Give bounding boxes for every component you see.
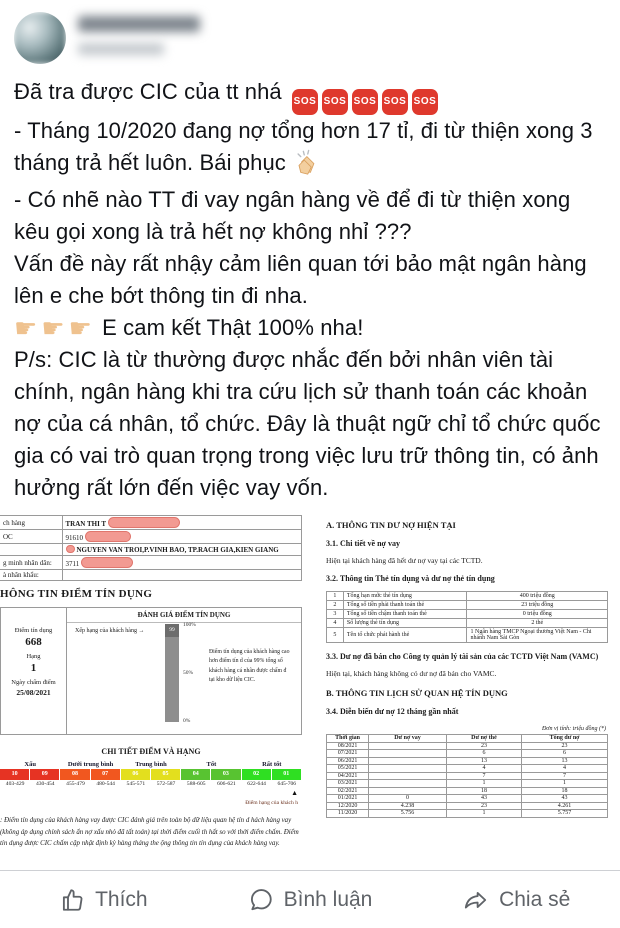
col-header-loan: Dư nợ vay (369, 735, 447, 743)
info-label: à nhân khẩu: (0, 570, 62, 581)
row-value: 23 triệu đồng (467, 601, 608, 610)
customer-id: 91610 (65, 534, 83, 542)
cell (369, 742, 447, 750)
scale-grade: 09 (30, 769, 60, 780)
post-header (0, 0, 620, 70)
customer-info-table (0, 515, 302, 581)
rating-chart (67, 608, 301, 734)
scale-grade: 03 (211, 769, 241, 780)
comment-icon (248, 887, 274, 913)
scale-grade: 08 (60, 769, 90, 780)
table-row (327, 787, 608, 795)
cell: 23 (446, 742, 521, 750)
cell: 0 (369, 795, 447, 803)
info-label: ch hàng (0, 516, 62, 530)
post-line-5 (14, 312, 606, 344)
cell: 6 (522, 750, 608, 758)
clapping-hands-icon (292, 147, 320, 184)
row-value: 2 thẻ (467, 619, 608, 628)
cell: 6 (446, 750, 521, 758)
info-label: OC (0, 530, 62, 544)
section-3-3-text: Hiện tại, khách hàng không có dư nợ đã bán cho VAMC. (326, 669, 497, 678)
debt-history-table (326, 734, 608, 818)
cell: 7 (446, 772, 521, 780)
row-number: 2 (327, 601, 344, 610)
cell: 4.238 (369, 802, 447, 810)
post-author-meta (78, 12, 200, 55)
cell: 23 (446, 802, 521, 810)
scale-grade: 10 (0, 769, 30, 780)
row-number: 1 (327, 592, 344, 601)
redaction-mark (81, 557, 133, 568)
row-number: 4 (327, 619, 344, 628)
post-action-bar (0, 870, 620, 928)
scale-grade: 06 (121, 769, 151, 780)
sos-emoji: SOS (382, 89, 408, 115)
cell: 03/2021 (327, 780, 369, 788)
post-text (0, 70, 620, 504)
cell: 04/2021 (327, 772, 369, 780)
row-label: Tổng số tiền chậm thanh toán thẻ (343, 610, 467, 619)
cell (369, 787, 447, 795)
cell: 1 (446, 810, 521, 818)
rank-value: 1 (30, 662, 37, 674)
percentile-value: 99 (165, 624, 179, 637)
row-label: Tổng hạn mức thẻ tín dụng (343, 592, 467, 601)
scale-grade: 07 (91, 769, 121, 780)
scale-name-avg: Trung bình (135, 761, 167, 768)
sos-emoji: SOS (352, 89, 378, 115)
section-3-2-title: 3.2. Thông tin Thẻ tín dụng và dư nợ thẻ tín dụng (326, 574, 495, 583)
table-row (327, 610, 608, 619)
post-line-1-text: Đã tra được CIC của tt nhá (14, 79, 282, 104)
axis-tick-0: 0% (183, 718, 191, 724)
table-row (327, 810, 608, 818)
table-row (327, 619, 608, 628)
cell: 01/2021 (327, 795, 369, 803)
cic-report-right-page (312, 510, 620, 854)
scale-name-best: Rất tốt (262, 761, 282, 768)
redaction-mark (108, 517, 180, 528)
info-label: g minh nhân dân: (0, 556, 62, 570)
section-3-3-title: 3.3. Dư nợ đã bán cho Công ty quản lý tài sản của các TCTD Việt Nam (VAMC) (326, 652, 599, 661)
scale-grade: 02 (242, 769, 272, 780)
scale-grade: 05 (151, 769, 181, 780)
cell (369, 772, 447, 780)
cell: 13 (522, 757, 608, 765)
sos-emoji: SOS (412, 89, 438, 115)
unit-note: Đơn vị tính: triệu đồng (*) (541, 726, 606, 732)
redaction-mark (66, 545, 75, 553)
percentile-bar (165, 624, 179, 722)
post-line-2-text: - Tháng 10/2020 đang nợ tổng hơn 17 tỉ, đi từ thiện xong 3 tháng trả hết luôn. Bái phục (14, 118, 593, 175)
post-line-4: Vấn đề này rất nhậy cảm liên quan tới bảo mật ngân hàng lên e che bớt thông tin đi nha. (14, 251, 587, 308)
cell: 1 (522, 780, 608, 788)
scale-range: 588-605 (186, 781, 206, 787)
credit-score-panel (1, 608, 67, 734)
share-button[interactable] (413, 871, 620, 928)
table-row (0, 570, 302, 581)
comment-button[interactable] (207, 871, 414, 928)
customer-rank-marker-label: Điểm hạng của khách h (245, 799, 298, 806)
post-line-3: - Có nhẽ nào TT đi vay ngân hàng về để đi từ thiện xong kêu gọi xong là trả hết nợ không nhỉ ??? (14, 187, 571, 244)
scale-grade: 01 (272, 769, 302, 780)
like-button-label: Thích (95, 887, 148, 911)
score-footnote: : Điểm tín dụng của khách hàng vay được CIC đánh giá trên toàn bộ dữ liệu quan hệ tín d hách hàng vay (không áp dụng chính sách ẩn nợ xấu nhỏ đã tất toán) tại thời điểm cuối th hất so với thời điểm chấm. Điểm tín dụng được CIC chấm cập nhật định kỳ hàng tháng the ộng thông tin tín dụng của khách hàng vay. (0, 816, 299, 848)
table-header-row (327, 735, 608, 743)
table-row (327, 601, 608, 610)
score-value: 668 (25, 636, 42, 648)
section-a-title: A. THÔNG TIN DƯ NỢ HIỆN TẠI (326, 520, 456, 530)
credit-score-evaluation-box (0, 607, 302, 735)
col-header-total: Tổng dư nợ (522, 735, 608, 743)
scale-range: 572-587 (156, 781, 176, 787)
rank-label: Hạng (26, 653, 41, 660)
scale-range: 606-621 (217, 781, 236, 787)
share-icon (463, 887, 489, 913)
table-row (327, 757, 608, 765)
cell: 5.756 (369, 810, 447, 818)
avatar-blurred-image (14, 12, 66, 64)
axis-tick-100: 100% (183, 622, 196, 628)
cell (369, 757, 447, 765)
cell: 4 (522, 765, 608, 773)
cell (369, 765, 447, 773)
table-row (327, 628, 608, 643)
rating-chart-note: Điểm tín dụng của khách hàng cao hơn điểm tín d của 99% tổng số khách hàng cá nhân được chấm đ tại kho dữ liệu CIC. (209, 649, 290, 683)
cell: 18 (446, 787, 521, 795)
cic-report-left-page (0, 510, 312, 854)
scale-range: 430-454 (35, 781, 55, 787)
table-row (0, 530, 302, 544)
scale-name-below-avg: Dưới trung bình (67, 761, 114, 768)
post-line-2 (14, 115, 606, 184)
scale-range: 545-571 (126, 781, 146, 787)
section-b-title: B. THÔNG TIN LỊCH SỬ QUAN HỆ TÍN DỤNG (326, 688, 508, 698)
credit-card-table (326, 591, 608, 643)
post-timestamp-blurred[interactable] (78, 43, 164, 55)
scale-range: 645-706 (277, 781, 297, 787)
row-label: Tổng số tiền phải thanh toán thẻ (343, 601, 467, 610)
table-row (327, 780, 608, 788)
table-row (327, 765, 608, 773)
post-line-1 (14, 76, 606, 115)
avatar[interactable] (14, 12, 66, 64)
share-button-label: Chia sẻ (499, 887, 571, 911)
sos-emoji: SOS (292, 89, 318, 115)
cell (369, 750, 447, 758)
row-number: 3 (327, 610, 344, 619)
row-label: Tên tổ chức phát hành thẻ (343, 628, 467, 643)
scale-category-names (0, 761, 302, 768)
cell: 23 (522, 742, 608, 750)
cell: 1 (446, 780, 521, 788)
cell: 4.261 (522, 802, 608, 810)
up-arrow-icon: ▲ (291, 789, 298, 797)
scale-grade: 04 (181, 769, 211, 780)
scale-range: 480-544 (96, 781, 115, 787)
row-number: 5 (327, 628, 344, 643)
table-row (0, 556, 302, 570)
cell: 06/2021 (327, 757, 369, 765)
col-header-time: Thời gian (327, 735, 369, 743)
pointing-right-icon: ☛ (68, 313, 94, 343)
table-row (327, 802, 608, 810)
row-value: 0 triệu đồng (467, 610, 608, 619)
cell: 13 (446, 757, 521, 765)
scale-range: 622-644 (247, 781, 266, 787)
rating-chart-title: ĐÁNH GIÁ ĐIỂM TÍN DỤNG (67, 608, 301, 623)
table-row (327, 592, 608, 601)
cell: 12/2020 (327, 802, 369, 810)
section-3-4-title: 3.4. Diễn biến dư nợ 12 tháng gần nhất (326, 707, 459, 716)
cell (369, 780, 447, 788)
scale-range: 455-479 (66, 781, 85, 787)
scoring-date-value: 25/08/2021 (16, 688, 51, 697)
customer-name: TRAN THI T (65, 520, 107, 528)
cell: 05/2021 (327, 765, 369, 773)
section-3-1-title: 3.1. Chi tiết về nợ vay (326, 539, 400, 548)
credit-score-section-title: HÔNG TIN ĐIỂM TÍN DỤNG (0, 588, 153, 600)
author-name-blurred[interactable] (78, 16, 200, 32)
table-row (327, 772, 608, 780)
cell: 18 (522, 787, 608, 795)
cell: 11/2020 (327, 810, 369, 818)
cell: 43 (522, 795, 608, 803)
col-header-card: Dư nợ thẻ (446, 735, 521, 743)
scale-score-ranges (0, 781, 302, 787)
row-label: Số lượng thẻ tín dụng (343, 619, 467, 628)
row-value: 1 Ngân hàng TMCP Ngoại thương Việt Nam - Chi nhánh Nam Sài Gòn (467, 628, 608, 643)
post-ps: P/s: CIC là từ thường được nhắc đến bởi nhân viên tài chính, ngân hàng khi tra cứu lịch sử thanh toán các khoản nợ của cá nhân, tổ chức. Đây là thuật ngữ chỉ tổ chức quốc gia có vai trò quan trọng trong việc lưu trữ thông tin, có ảnh hưởng rất lớn đến việc vay vốn. (14, 347, 601, 500)
cell: 43 (446, 795, 521, 803)
like-button[interactable] (0, 871, 207, 928)
table-row (327, 795, 608, 803)
rating-chart-label: Xếp hạng của khách hàng → (75, 628, 145, 634)
comment-button-label: Bình luận (283, 887, 373, 911)
customer-rank-marker (0, 788, 302, 807)
sos-emoji: SOS (322, 89, 348, 115)
customer-address: NGUYEN VAN TROI,P.VINH BAO, TP.RACH GIA,KIEN GIANG (76, 546, 279, 554)
table-row (0, 544, 302, 556)
table-row (327, 742, 608, 750)
thumbs-up-icon (59, 887, 85, 913)
row-value: 400 triệu đồng (467, 592, 608, 601)
cell: 5.757 (522, 810, 608, 818)
redaction-mark (85, 531, 131, 542)
section-3-1-text: Hiện tại khách hàng đã hết dư nợ vay tại các TCTD. (326, 556, 483, 565)
scoring-date-label: Ngày chấm điểm (11, 679, 56, 686)
customer-id-number: 3711 (65, 560, 80, 568)
post-line-5-text: E cam kết Thật 100% nha! (102, 315, 364, 340)
attached-image-cic-report[interactable] (0, 510, 620, 854)
cell: 02/2021 (327, 787, 369, 795)
score-scale (0, 761, 302, 807)
cell: 4 (446, 765, 521, 773)
cell: 08/2021 (327, 742, 369, 750)
table-row (327, 750, 608, 758)
table-row (0, 516, 302, 530)
axis-tick-50: 50% (183, 670, 194, 676)
score-label: Điểm tín dụng (14, 627, 53, 634)
scale-name-bad: Xấu (24, 761, 36, 768)
score-detail-title: CHI TIẾT ĐIỂM VÀ HẠNG (101, 747, 201, 756)
cell: 07/2021 (327, 750, 369, 758)
scale-range: 403-429 (5, 781, 25, 787)
scale-color-band (0, 769, 302, 780)
cell: 7 (522, 772, 608, 780)
pointing-right-icon: ☛ (41, 313, 67, 343)
scale-name-good: Tốt (206, 761, 217, 768)
info-label (0, 544, 62, 556)
pointing-right-icon: ☛ (14, 313, 40, 343)
